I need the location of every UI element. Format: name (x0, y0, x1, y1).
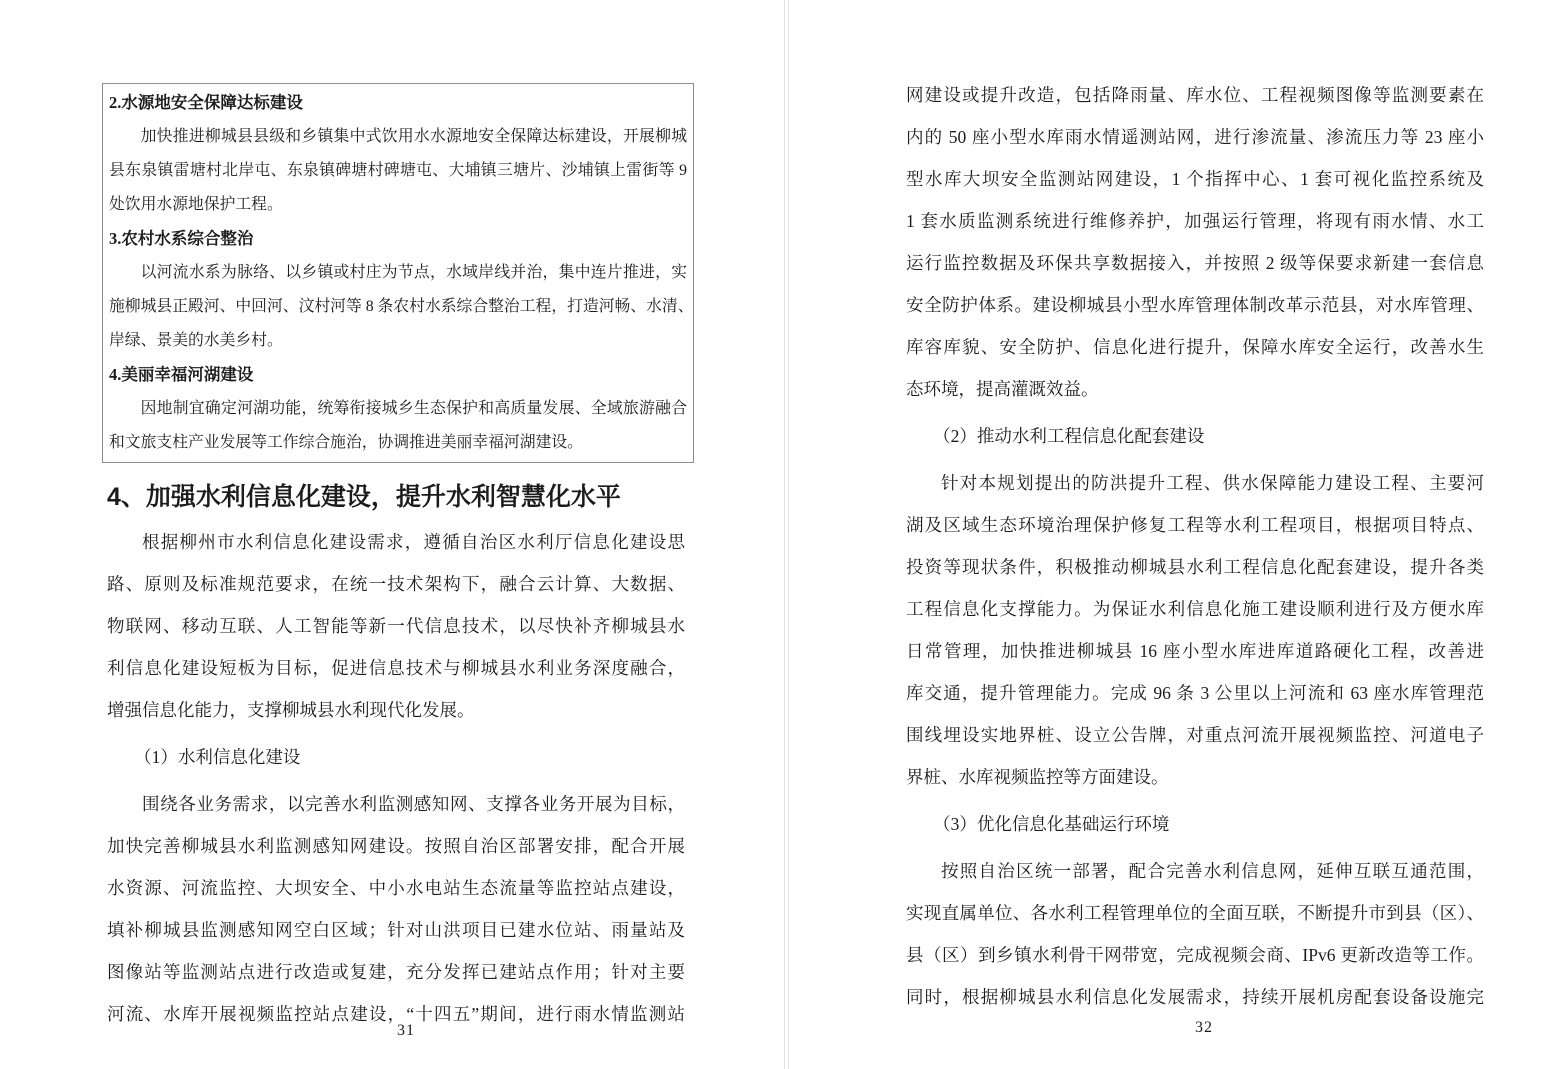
box-section-rural-water (109, 222, 694, 358)
box-section-heading: 2.水源地安全保障达标建设 (109, 93, 303, 112)
text-line: 围绕各业务需求，以完善水利监测感知网、支撑各业务开展为目标， (142, 794, 685, 814)
page-number-31: 31 (397, 1022, 415, 1039)
text-line: 以河流水系为脉络、以乡镇或村庄为节点，水域岸线并治，集中连片推进，实 (140, 264, 687, 281)
text-line: 网建设或提升改造，包括降雨量、库水位、工程视频图像等监测要素在 (906, 85, 1484, 105)
text-line: 和文旅支柱产业发展等工作综合施治，协调推进美丽幸福河湖建设。 (109, 434, 583, 451)
box-section-paragraph (109, 392, 687, 460)
left-text-column (107, 521, 685, 1035)
text-line: 施柳城县正殿河、中回河、汶村河等 8 条农村水系综合整治工程，打造河畅、水清、 (109, 298, 694, 315)
text-line: 县东泉镇雷塘村北岸屯、东泉镇碑塘村碑塘屯、大埔镇三塘片、沙埔镇上雷街等 9 (109, 162, 687, 179)
text-line: 增强信息化能力，支撑柳城县水利现代化发展。 (107, 700, 475, 720)
text-line: 针对本规划提出的防洪提升工程、供水保障能力建设工程、主要河 (941, 473, 1484, 493)
box-section-heading: 4.美丽幸福河湖建设 (109, 365, 254, 384)
text-line: 因地制宜确定河湖功能，统筹衔接城乡生态保护和高质量发展、全域旅游融合 (140, 400, 687, 417)
text-line: 岸绿、景美的水美乡村。 (109, 332, 283, 349)
subheading-3: （3）优化信息化基础运行环境 (933, 814, 1170, 834)
text-line: 界桩、水库视频监控等方面建设。 (906, 767, 1169, 787)
text-line: 根据柳州市水利信息化建设需求，遵循自治区水利厅信息化建设思 (142, 532, 685, 552)
page-32 (788, 0, 1549, 1069)
text-line: 态环境，提高灌溉效益。 (906, 379, 1099, 399)
paragraph-monitoring-network (107, 783, 685, 1035)
paragraph-project-support (906, 462, 1484, 798)
text-line: 工程信息化支撑能力。为保证水利信息化施工建设顺利进行及方便水库 (906, 599, 1484, 619)
text-line: 1 套水质监测系统进行维修养护，加强运行管理，将现有雨水情、水工 (906, 211, 1484, 231)
text-line: 湖及区域生态环境治理保护修复工程等水利工程项目，根据项目特点、 (906, 515, 1484, 535)
text-line: 同时，根据柳城县水利信息化发展需求，持续开展机房配套设备设施完 (906, 987, 1484, 1007)
text-line: 图像站等监测站点进行改造或复建，充分发挥已建站点作用；针对主要 (107, 962, 685, 982)
box-section-paragraph (109, 120, 687, 222)
text-line: 投资等现状条件，积极推动柳城县水利工程信息化配套建设，提升各类 (906, 557, 1484, 577)
text-line: 物联网、移动互联、人工智能等新一代信息技术，以尽快补齐柳城县水 (107, 616, 685, 636)
text-line: 加快推进柳城县县级和乡镇集中式饮用水水源地安全保障达标建设，开展柳城 (140, 128, 687, 145)
section-heading-informatization: 4、加强水利信息化建设，提升水利智慧化水平 (107, 483, 621, 511)
key-tasks-box (102, 83, 694, 463)
text-line: 运行监控数据及环保共享数据接入，并按照 2 级等保要求新建一套信息 (906, 253, 1484, 273)
text-line: 内的 50 座小型水库雨水情遥测站网，进行渗流量、渗流压力等 23 座小 (906, 127, 1484, 147)
text-line: 填补柳城县监测感知网空白区域；针对山洪项目已建水位站、雨量站及 (107, 920, 685, 940)
box-section-water-source (109, 86, 687, 222)
subheading-1: （1）水利信息化建设 (134, 747, 301, 767)
box-section-heading: 3.农村水系综合整治 (109, 229, 254, 248)
text-line: 加快完善柳城县水利监测感知网建设。按照自治区部署安排，配合开展 (107, 836, 685, 856)
paragraph-monitoring-continued (906, 74, 1484, 410)
text-line: 利信息化建设短板为目标，促进信息技术与柳城县水利业务深度融合， (107, 658, 685, 678)
text-line: 库交通，提升管理能力。完成 96 条 3 公里以上河流和 63 座水库管理范 (906, 683, 1484, 703)
text-line: 围线埋设实地界桩、设立公告牌，对重点河流开展视频监控、河道电子 (906, 725, 1484, 745)
text-line: 水资源、河流监控、大坝安全、中小水电站生态流量等监控站点建设， (107, 878, 685, 898)
text-line: 按照自治区统一部署，配合完善水利信息网，延伸互联互通范围， (941, 861, 1484, 881)
page-number-32: 32 (1195, 1019, 1213, 1036)
text-line: 库容库貌、安全防护、信息化进行提升，保障水库安全运行，改善水生 (906, 337, 1484, 357)
text-line: 处饮用水源地保护工程。 (109, 196, 283, 213)
text-line: 路、原则及标准规范要求，在统一技术架构下，融合云计算、大数据、 (107, 574, 685, 594)
text-line: 型水库大坝安全监测站网建设，1 个指挥中心、1 套可视化监控系统及 (906, 169, 1484, 189)
text-line: 河流、水库开展视频监控站点建设，“十四五”期间，进行雨水情监测站 (107, 1004, 685, 1024)
paragraph-network-environment (906, 850, 1484, 1018)
text-line: 实现直属单位、各水利工程管理单位的全面互联，不断提升市到县（区）、 (906, 903, 1484, 923)
box-section-paragraph (109, 256, 694, 358)
subheading-2: （2）推动水利工程信息化配套建设 (933, 426, 1205, 446)
paragraph-intro (107, 521, 685, 731)
box-section-happy-rivers (109, 358, 687, 460)
text-line: 安全防护体系。建设柳城县小型水库管理体制改革示范县，对水库管理、 (906, 295, 1484, 315)
text-line: 县（区）到乡镇水利骨干网带宽，完成视频会商、IPv6 更新改造等工作。 (906, 945, 1484, 965)
right-text-column (906, 74, 1484, 1018)
text-line: 日常管理，加快推进柳城县 16 座小型水库进库道路硬化工程，改善进 (906, 641, 1484, 661)
